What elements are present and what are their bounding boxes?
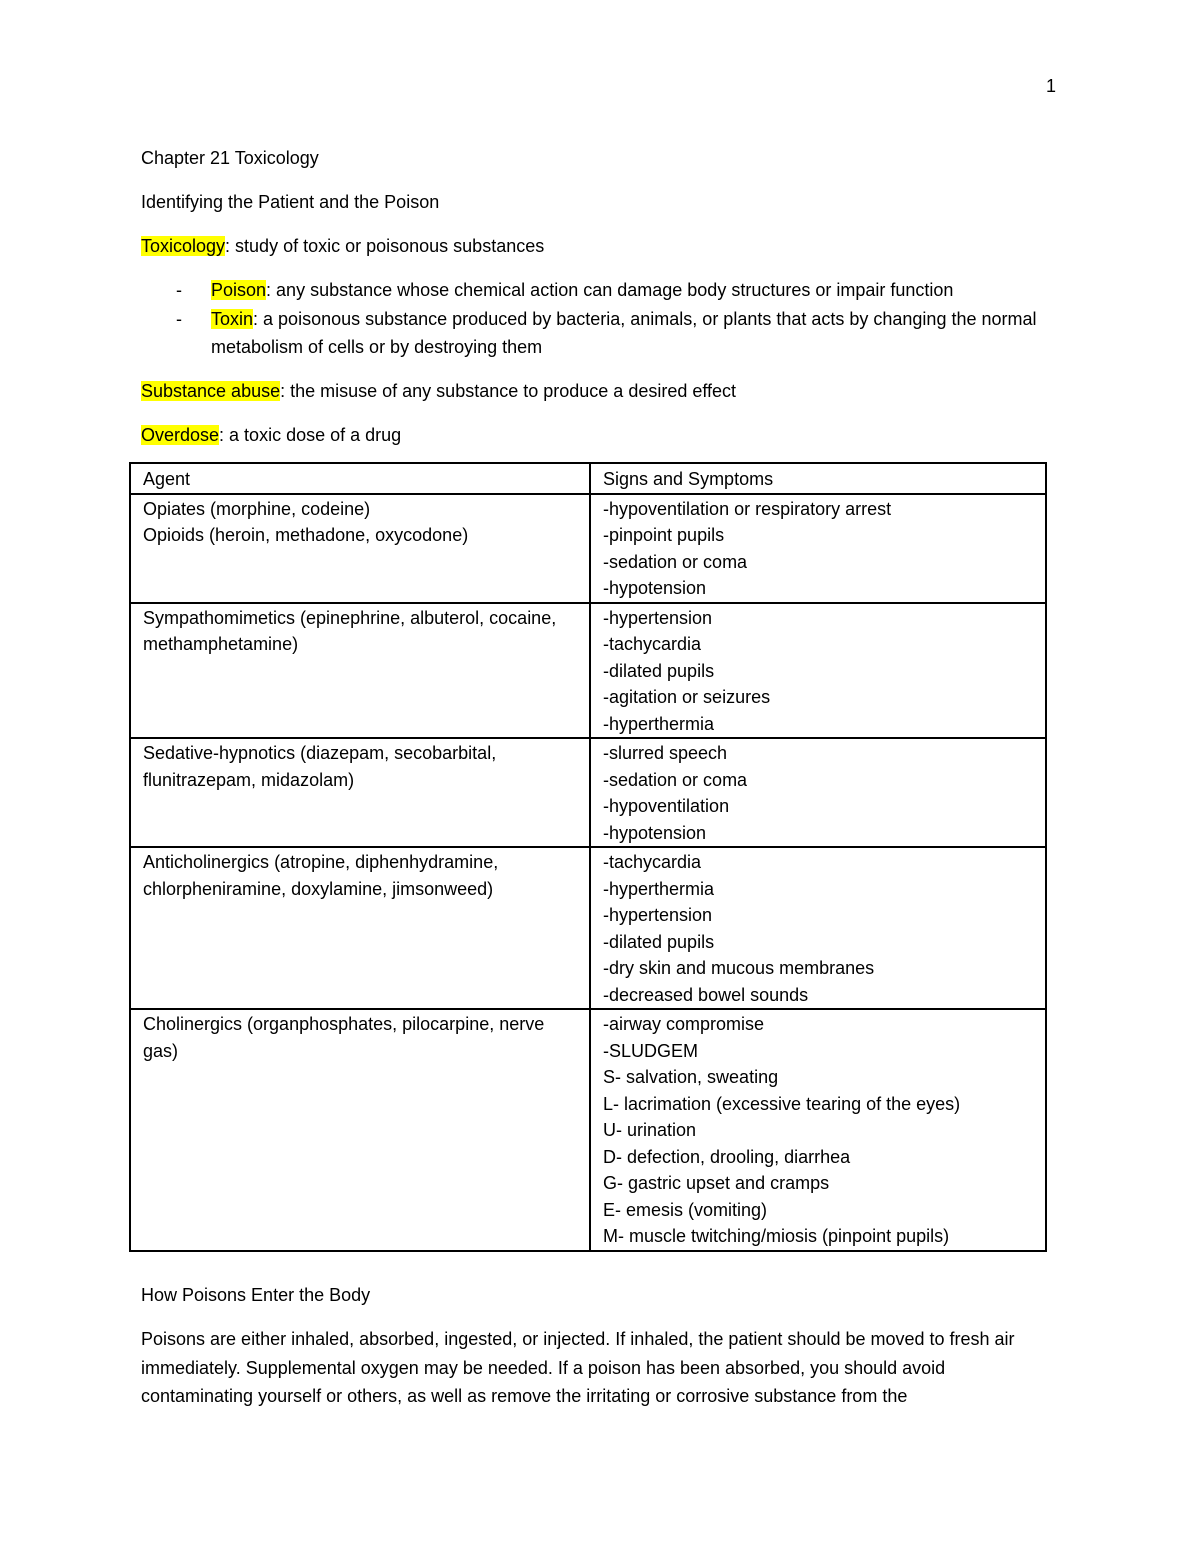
list-item [141,305,1051,362]
sign-item: -hypotension [603,578,707,598]
table-row [130,1009,1046,1251]
column-header-agent: Agent [130,463,590,494]
sign-item: -pinpoint pupils [603,525,725,545]
sign-item: -agitation or seizures [603,687,771,707]
page-content [141,144,1051,465]
definition-list [141,276,1051,362]
table-row [130,847,1046,1009]
sign-item: -hypertension [603,607,713,628]
sign-item: E- emesis (vomiting) [603,1199,768,1220]
sign-item: -decreased bowel sounds [603,984,809,1005]
section-title-how-poisons-enter: How Poisons Enter the Body [141,1285,371,1305]
signs-cell [590,494,1046,603]
chapter-title: Chapter 21 Toxicology [141,148,319,168]
term-highlight: Toxin [211,308,254,329]
agent-line: Anticholinergics (atropine, diphenhydramine, chlorpheniramine, doxylamine, jimsonweed) [143,852,499,899]
agent-cell [130,847,590,1009]
sign-item: G- gastric upset and cramps [603,1173,830,1193]
definition-text: : study of toxic or poisonous substances [225,236,545,256]
body-paragraph: Poisons are either inhaled, absorbed, ingested, or injected. If inhaled, the patient should be moved to fresh air immediately. Supplemental oxygen may be needed. If a poison has been absorbed, you should avoid contaminating yourself or others, as well as remove the irritating or corrosive substance from the [141,1329,1015,1406]
sign-item: -hypoventilation [603,796,730,816]
signs-cell [590,847,1046,1009]
sign-item: -hypertension [603,905,713,925]
sign-item: U- urination [603,1120,697,1140]
agent-line: Sympathomimetics (epinephrine, albuterol, cocaine, methamphetamine) [143,607,557,654]
toxidrome-table [129,462,1047,1252]
term-highlight: Overdose [141,424,220,445]
definition-text: : a toxic dose of a drug [219,424,402,445]
list-item [141,276,1051,305]
sign-item: S- salvation, sweating [603,1067,779,1087]
sign-item: -sedation or coma [603,551,748,572]
sign-item: -dilated pupils [603,660,715,681]
substance-abuse-definition [141,377,1051,405]
list-dash: - [176,280,182,300]
table-header-row [130,463,1046,494]
agent-cell [130,738,590,847]
sign-item: -sedation or coma [603,769,748,790]
sign-item: -tachycardia [603,852,702,872]
sign-item: M- muscle twitching/miosis (pinpoint pupils) [603,1226,950,1246]
sign-item: -dilated pupils [603,931,715,952]
sign-item: -hyperthermia [603,713,715,734]
definition-text: : any substance whose chemical action can damage body structures or impair function [266,280,954,300]
table-row [130,603,1046,739]
signs-cell [590,603,1046,739]
sign-item: -hyperthermia [603,878,715,899]
poisons-entry-section [141,1281,1061,1411]
overdose-definition [141,421,1051,449]
agent-line: Sedative-hypnotics (diazepam, secobarbital, flunitrazepam, midazolam) [143,743,497,790]
column-header-signs: Signs and Symptoms [590,463,1046,494]
sign-item: -SLUDGEM [603,1040,699,1061]
table-row [130,738,1046,847]
agent-cell [130,603,590,739]
sign-item: -airway compromise [603,1014,765,1034]
table-row [130,494,1046,603]
signs-cell [590,738,1046,847]
section-title-identifying: Identifying the Patient and the Poison [141,192,440,212]
term-highlight: Poison [211,280,267,300]
sign-item: -dry skin and mucous membranes [603,958,875,978]
list-dash: - [176,308,182,329]
term-highlight: Substance abuse [141,380,281,401]
agent-line: Opiates (morphine, codeine) [143,498,371,519]
agent-cell [130,1009,590,1251]
toxicology-definition [141,232,1051,260]
sign-item: -slurred speech [603,743,728,763]
term-highlight: Toxicology [141,236,226,256]
sign-item: -tachycardia [603,634,702,654]
sign-item: L- lacrimation (excessive tearing of the eyes) [603,1093,961,1114]
signs-cell [590,1009,1046,1251]
page-number: 1 [1046,76,1057,96]
sign-item: -hypoventilation or respiratory arrest [603,498,892,519]
agent-line: Cholinergics (organphosphates, pilocarpine, nerve gas) [143,1014,545,1061]
sign-item: -hypotension [603,822,707,843]
sign-item: D- defection, drooling, diarrhea [603,1146,851,1167]
definition-text: : the misuse of any substance to produce a desired effect [280,380,737,401]
agent-cell [130,494,590,603]
definition-text: : a poisonous substance produced by bacteria, animals, or plants that acts by changing the normal metabolism of cells or by destroying them [211,308,1037,357]
agent-line: Opioids (heroin, methadone, oxycodone) [143,525,469,545]
